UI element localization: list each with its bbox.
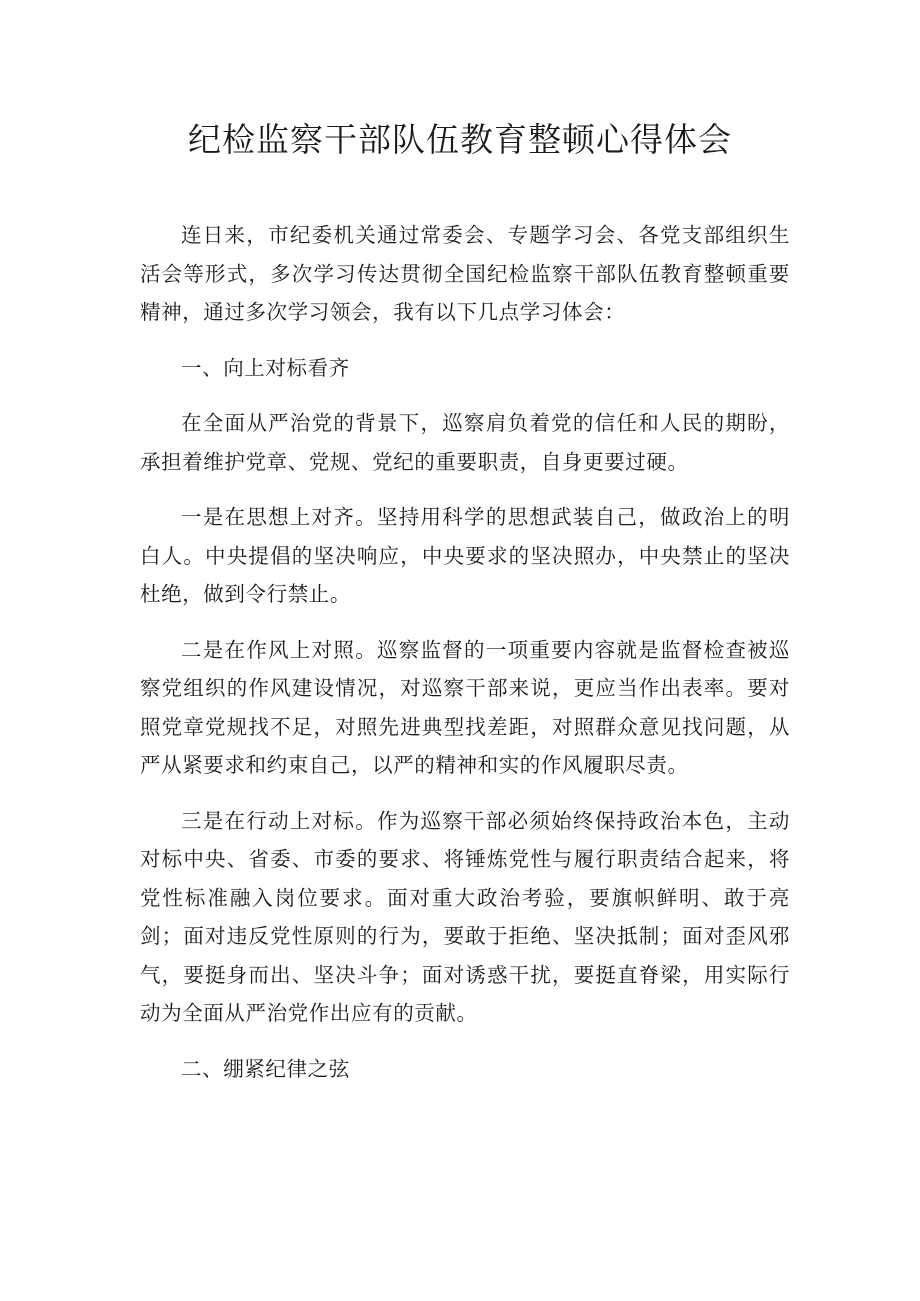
paragraph-background: 在全面从严治党的背景下，巡察肩负着党的信任和人民的期盼，承担着维护党章、党规、党纪的重要职责，自身更要过硬。 xyxy=(140,411,790,474)
paragraph-intro: 连日来，市纪委机关通过常委会、专题学习会、各党支部组织生活会等形式，多次学习传达贯彻全国纪检监察干部队伍教育整顿重要精神，通过多次学习领会，我有以下几点学习体会： xyxy=(140,223,790,324)
document-title: 纪检监察干部队伍教育整顿心得体会 xyxy=(188,120,732,159)
paragraph-point-3: 三是在行动上对标。作为巡察干部必须始终保持政治本色，主动对标中央、省委、市委的要求、将锤炼党性与履行职责结合起来，将党性标准融入岗位要求。面对重大政治考验，要旗帜鲜明、敢于亮剑；面对违反党性原则的行为，要敢于拒绝、坚决抵制；面对歪风邪气，要挺身而出、坚决斗争；面对诱惑干扰，要挺直脊梁，用实际行动为全面从严治党作出应有的贡献。 xyxy=(140,808,790,1025)
paragraph-point-1: 一是在思想上对齐。坚持用科学的思想武装自己，做政治上的明白人。中央提倡的坚决响应，中央要求的坚决照办，中央禁止的坚决杜绝，做到令行禁止。 xyxy=(140,505,790,606)
document-body xyxy=(140,216,790,1088)
section-heading-1: 一、向上对标看齐 xyxy=(181,355,350,380)
paragraph-point-2: 二是在作风上对照。巡察监督的一项重要内容就是监督检查被巡察党组织的作风建设情况，对巡察干部来说，更应当作出表率。要对照党章党规找不足，对照先进典型找差距，对照群众意见找问题，从严从紧要求和约束自己，以严的精神和实的作风履职尽责。 xyxy=(140,637,790,777)
section-heading-2: 二、绷紧纪律之弦 xyxy=(181,1056,350,1081)
